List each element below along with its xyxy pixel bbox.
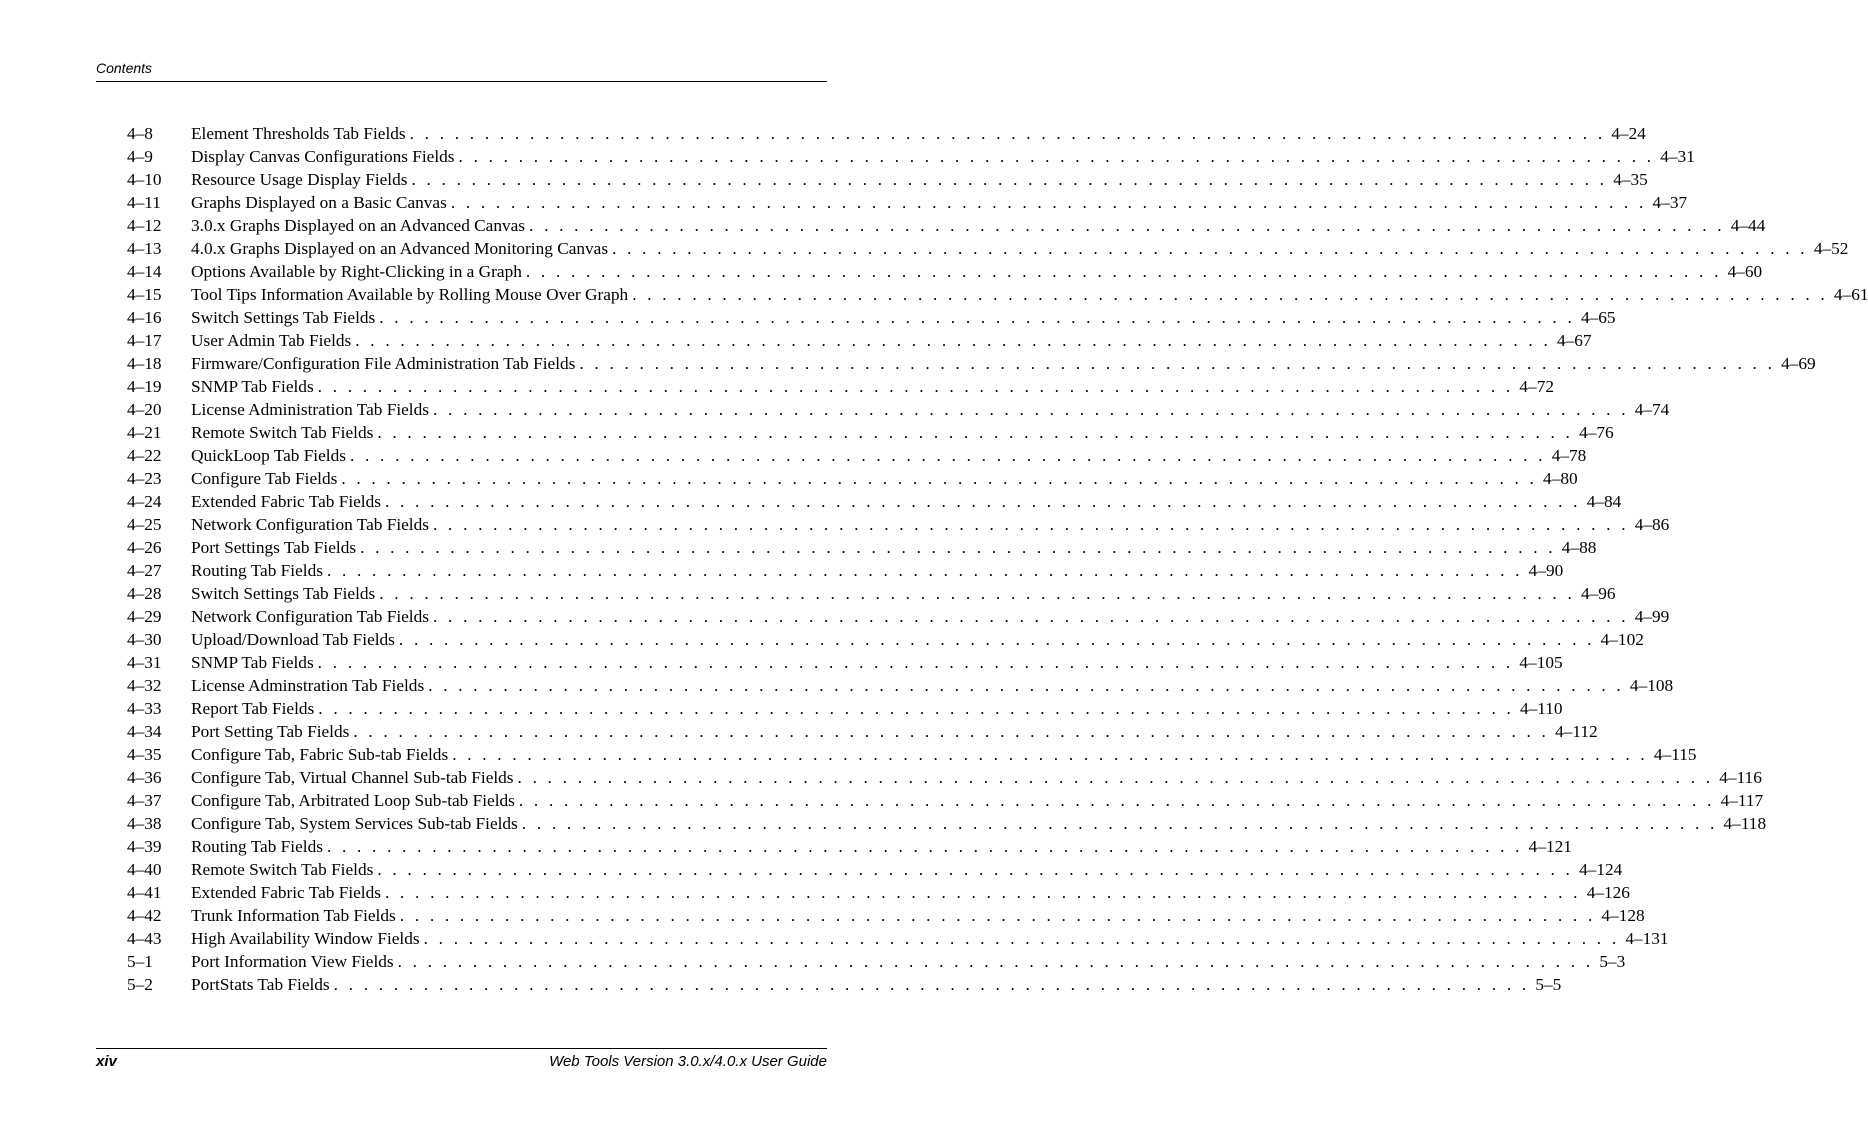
dot-leader: . . . . . . . . . . . . . . . . . . . . . . . . . . . . . . . . . . . . . . . . . . . . . . . . . . . . . . . . . . . . . . . . . . . . . . . . . . . . . . . . — [632, 285, 1828, 304]
toc-entry-title: Routing Tab Fields — [191, 837, 323, 856]
page-header — [96, 60, 827, 82]
dot-leader: . . . . . . . . . . . . . . . . . . . . . . . . . . . . . . . . . . . . . . . . . . . . . . . . . . . . . . . . . . . . . . . . . . . . . . . . . . . . . . . . — [355, 331, 1551, 350]
toc-entry-page: 4–67 — [1556, 331, 1592, 350]
toc-entry-title: Switch Settings Tab Fields — [191, 584, 376, 603]
toc-entry-number: 4–40 — [127, 860, 162, 879]
toc-entry-number: 4–22 — [127, 446, 162, 465]
toc-entry-number: 4–10 — [127, 170, 162, 189]
toc-entry-page: 4–69 — [1781, 354, 1816, 373]
toc-entry-page: 4–128 — [1601, 906, 1645, 925]
toc-entry-title: Tool Tips Information Available by Rolling Mouse Over Graph — [191, 285, 629, 304]
toc-entry[interactable] — [127, 904, 1645, 927]
toc-entry-page: 4–102 — [1600, 630, 1644, 649]
dot-leader: . . . . . . . . . . . . . . . . . . . . . . . . . . . . . . . . . . . . . . . . . . . . . . . . . . . . . . . . . . . . . . . . . . . . . . . . . . . . . . . . — [458, 147, 1655, 166]
toc-entry-number: 4–37 — [127, 791, 162, 810]
toc-entry-number: 4–14 — [127, 262, 162, 281]
dot-leader: . . . . . . . . . . . . . . . . . . . . . . . . . . . . . . . . . . . . . . . . . . . . . . . . . . . . . . . . . . . . . . . . . . . . . . . . . . . . . . . . — [529, 216, 1725, 235]
toc-entry[interactable] — [127, 490, 1622, 513]
toc-entry-title: Remote Switch Tab Fields — [191, 423, 374, 442]
toc-entry-number: 4–18 — [127, 354, 162, 373]
toc-entry-number: 4–42 — [127, 906, 162, 925]
toc-entry-page: 4–99 — [1634, 607, 1670, 626]
toc-entry-page: 4–86 — [1634, 515, 1670, 534]
toc-entry[interactable] — [127, 697, 1563, 720]
dot-leader: . . . . . . . . . . . . . . . . . . . . . . . . . . . . . . . . . . . . . . . . . . . . . . . . . . . . . . . . . . . . . . . . . . . . . . . . . . . . . . . . — [349, 446, 1546, 465]
dot-leader: . . . . . . . . . . . . . . . . . . . . . . . . . . . . . . . . . . . . . . . . . . . . . . . . . . . . . . . . . . . . . . . . . . . . . . . . . . . . . . . . — [525, 262, 1722, 281]
toc-entry-number: 4–23 — [127, 469, 162, 488]
toc-entry-title: Element Thresholds Tab Fields — [191, 124, 406, 143]
toc-entry[interactable] — [127, 145, 1695, 168]
toc-entry-page: 4–65 — [1581, 308, 1616, 327]
toc-entry[interactable] — [127, 973, 1562, 996]
guide-title: Web Tools Version 3.0.x/4.0.x User Guide — [549, 1053, 827, 1070]
toc-entry[interactable] — [127, 444, 1587, 467]
toc-entry-title: License Administration Tab Fields — [191, 400, 429, 419]
toc-entry-title: Display Canvas Configurations Fields — [191, 147, 455, 166]
toc-entry-page: 4–88 — [1561, 538, 1597, 557]
toc-entry-number: 4–8 — [127, 124, 153, 143]
toc-entry[interactable] — [127, 122, 1646, 145]
toc-entry-page: 4–131 — [1625, 929, 1669, 948]
toc-entry[interactable] — [127, 628, 1644, 651]
dot-leader: . . . . . . . . . . . . . . . . . . . . . . . . . . . . . . . . . . . . . . . . . . . . . . . . . . . . . . . . . . . . . . . . . . . . . . . . . . . . . . . . — [377, 423, 1574, 442]
toc-entry-page: 4–24 — [1611, 124, 1646, 143]
dot-leader: . . . . . . . . . . . . . . . . . . . . . . . . . . . . . . . . . . . . . . . . . . . . . . . . . . . . . . . . . . . . . . . . . . . . . . . . . . . . . . . . — [384, 883, 1581, 902]
dot-leader: . . . . . . . . . . . . . . . . . . . . . . . . . . . . . . . . . . . . . . . . . . . . . . . . . . . . . . . . . . . . . . . . . . . . . . . . . . . . . . . . — [326, 561, 1523, 580]
dot-leader: . . . . . . . . . . . . . . . . . . . . . . . . . . . . . . . . . . . . . . . . . . . . . . . . . . . . . . . . . . . . . . . . . . . . . . . . . . . . . . . . — [399, 906, 1596, 925]
toc-entry-title: 4.0.x Graphs Displayed on an Advanced Monitoring Canvas — [191, 239, 609, 258]
toc-entry[interactable] — [127, 927, 1669, 950]
toc-entry-number: 4–28 — [127, 584, 162, 603]
toc-entry-page: 4–60 — [1727, 262, 1763, 281]
toc-entry-title: Configure Tab Fields — [191, 469, 338, 488]
toc-entry-page: 4–80 — [1543, 469, 1578, 488]
dot-leader: . . . . . . . . . . . . . . . . . . . . . . . . . . . . . . . . . . . . . . . . . . . . . . . . . . . . . . . . . . . . . . . . . . . . . . . . . . . . . . . . — [318, 699, 1515, 718]
toc-entry-page: 4–72 — [1519, 377, 1554, 396]
toc-entry-number: 4–21 — [127, 423, 162, 442]
toc-entry[interactable] — [127, 329, 1592, 352]
toc-entry[interactable] — [127, 352, 1816, 375]
toc-entry-page: 4–90 — [1528, 561, 1564, 580]
toc-entry-title: Extended Fabric Tab Fields — [191, 492, 381, 511]
toc-entry-number: 4–25 — [127, 515, 162, 534]
toc-entry-title: SNMP Tab Fields — [191, 653, 314, 672]
page-number: xiv — [96, 1053, 117, 1070]
toc-entry-number: 4–27 — [127, 561, 162, 580]
dot-leader: . . . . . . . . . . . . . . . . . . . . . . . . . . . . . . . . . . . . . . . . . . . . . . . . . . . . . . . . . . . . . . . . . . . . . . . . . . . . . . . . — [411, 170, 1608, 189]
toc-entry[interactable] — [127, 260, 1763, 283]
toc-entry[interactable] — [127, 559, 1564, 582]
toc-entry-title: Firmware/Configuration File Administration Tab Fields — [191, 354, 576, 373]
toc-entry[interactable] — [127, 651, 1563, 674]
toc-entry[interactable] — [127, 743, 1697, 766]
toc-entry-number: 4–32 — [127, 676, 162, 695]
toc-entry-number: 4–26 — [127, 538, 162, 557]
dot-leader: . . . . . . . . . . . . . . . . . . . . . . . . . . . . . . . . . . . . . . . . . . . . . . . . . . . . . . . . . . . . . . . . . . . . . . . . . . . . . . . . — [450, 193, 1647, 212]
dot-leader: . . . . . . . . . . . . . . . . . . . . . . . . . . . . . . . . . . . . . . . . . . . . . . . . . . . . . . . . . . . . . . . . . . . . . . . . . . . . . . . . — [432, 607, 1629, 626]
toc-entry-title: Routing Tab Fields — [191, 561, 323, 580]
toc-entry-number: 4–20 — [127, 400, 162, 419]
toc-entry[interactable] — [127, 283, 1868, 306]
toc-entry-title: Resource Usage Display Fields — [191, 170, 408, 189]
toc-entry-page: 4–96 — [1581, 584, 1616, 603]
toc-entry[interactable] — [127, 536, 1597, 559]
toc-entry-page: 4–110 — [1520, 699, 1563, 718]
toc-entry-page: 4–76 — [1579, 423, 1614, 442]
toc-entry-page: 4–112 — [1555, 722, 1598, 741]
toc-entry-number: 4–30 — [127, 630, 162, 649]
toc-entry-number: 4–35 — [127, 745, 162, 764]
dot-leader: . . . . . . . . . . . . . . . . . . . . . . . . . . . . . . . . . . . . . . . . . . . . . . . . . . . . . . . . . . . . . . . . . . . . . . . . . . . . . . . . — [333, 975, 1530, 994]
dot-leader: . . . . . . . . . . . . . . . . . . . . . . . . . . . . . . . . . . . . . . . . . . . . . . . . . . . . . . . . . . . . . . . . . . . . . . . . . . . . . . . . — [341, 469, 1538, 488]
dot-leader: . . . . . . . . . . . . . . . . . . . . . . . . . . . . . . . . . . . . . . . . . . . . . . . . . . . . . . . . . . . . . . . . . . . . . . . . . . . . . . . . — [423, 929, 1620, 948]
toc-entry-number: 4–41 — [127, 883, 162, 902]
toc-entry-page: 4–74 — [1634, 400, 1670, 419]
toc-entry-title: Configure Tab, Virtual Channel Sub-tab Fields — [191, 768, 514, 787]
toc-entry-number: 4–36 — [127, 768, 162, 787]
dot-leader: . . . . . . . . . . . . . . . . . . . . . . . . . . . . . . . . . . . . . . . . . . . . . . . . . . . . . . . . . . . . . . . . . . . . . . . . . . . . . . . . — [398, 630, 1595, 649]
section-title: Contents — [96, 60, 153, 76]
toc-entry-title: Port Setting Tab Fields — [191, 722, 350, 741]
toc-entry[interactable] — [127, 605, 1670, 628]
toc-entry-page: 4–84 — [1586, 492, 1622, 511]
toc-entry[interactable] — [127, 766, 1762, 789]
dot-leader: . . . . . . . . . . . . . . . . . . . . . . . . . . . . . . . . . . . . . . . . . . . . . . . . . . . . . . . . . . . . . . . . . . . . . . . . . . . . . . . . — [317, 653, 1514, 672]
toc-entry-page: 4–52 — [1813, 239, 1849, 258]
page-footer — [96, 1048, 827, 1073]
toc-entry-title: License Adminstration Tab Fields — [191, 676, 425, 695]
toc-entry-title: Graphs Displayed on a Basic Canvas — [191, 193, 447, 212]
toc-entry[interactable] — [127, 237, 1849, 260]
dot-leader: . . . . . . . . . . . . . . . . . . . . . . . . . . . . . . . . . . . . . . . . . . . . . . . . . . . . . . . . . . . . . . . . . . . . . . . . . . . . . . . . — [360, 538, 1556, 557]
dot-leader: . . . . . . . . . . . . . . . . . . . . . . . . . . . . . . . . . . . . . . . . . . . . . . . . . . . . . . . . . . . . . . . . . . . . . . . . . . . . . . . . — [377, 860, 1574, 879]
toc-entry-page: 4–124 — [1579, 860, 1623, 879]
toc-entry-page: 4–126 — [1586, 883, 1630, 902]
toc-entry-number: 5–2 — [127, 975, 153, 994]
toc-entry-title: User Admin Tab Fields — [191, 331, 352, 350]
toc-entry-number: 4–9 — [127, 147, 153, 166]
toc-entry[interactable] — [127, 835, 1572, 858]
dot-leader: . . . . . . . . . . . . . . . . . . . . . . . . . . . . . . . . . . . . . . . . . . . . . . . . . . . . . . . . . . . . . . . . . . . . . . . . . . . . . . . . — [379, 308, 1575, 327]
toc-entry[interactable] — [127, 881, 1630, 904]
toc-entry-page: 4–61 — [1833, 285, 1868, 304]
toc-entry-title: Network Configuration Tab Fields — [191, 515, 429, 534]
toc-entry[interactable] — [127, 674, 1674, 697]
dot-leader: . . . . . . . . . . . . . . . . . . . . . . . . . . . . . . . . . . . . . . . . . . . . . . . . . . . . . . . . . . . . . . . . . . . . . . . . . . . . . . . . — [428, 676, 1624, 695]
toc-entry-page: 4–108 — [1629, 676, 1674, 695]
toc-entry-number: 4–38 — [127, 814, 162, 833]
toc-entry[interactable] — [127, 812, 1767, 835]
toc-entry[interactable] — [127, 214, 1766, 237]
toc-entry-page: 4–31 — [1660, 147, 1695, 166]
toc-entry-title: Trunk Information Tab Fields — [191, 906, 396, 925]
toc-entry-title: PortStats Tab Fields — [191, 975, 330, 994]
table-of-contents — [127, 122, 1868, 996]
toc-entry-number: 4–11 — [127, 193, 161, 212]
toc-entry-title: 3.0.x Graphs Displayed on an Advanced Canvas — [191, 216, 526, 235]
toc-entry-number: 4–39 — [127, 837, 162, 856]
toc-entry[interactable] — [127, 513, 1670, 536]
toc-entry-number: 4–24 — [127, 492, 162, 511]
toc-entry-page: 4–118 — [1723, 814, 1767, 833]
dot-leader: . . . . . . . . . . . . . . . . . . . . . . . . . . . . . . . . . . . . . . . . . . . . . . . . . . . . . . . . . . . . . . . . . . . . . . . . . . . . . . . . — [384, 492, 1581, 511]
toc-entry-number: 4–13 — [127, 239, 162, 258]
toc-entry-page: 4–117 — [1720, 791, 1764, 810]
toc-entry[interactable] — [127, 168, 1648, 191]
toc-entry-number: 4–17 — [127, 331, 162, 350]
toc-entry[interactable] — [127, 467, 1578, 490]
toc-entry-page: 5–5 — [1535, 975, 1562, 994]
toc-entry-page: 5–3 — [1599, 952, 1626, 971]
dot-leader: . . . . . . . . . . . . . . . . . . . . . . . . . . . . . . . . . . . . . . . . . . . . . . . . . . . . . . . . . . . . . . . . . . . . . . . . . . . . . . . . — [579, 354, 1776, 373]
dot-leader: . . . . . . . . . . . . . . . . . . . . . . . . . . . . . . . . . . . . . . . . . . . . . . . . . . . . . . . . . . . . . . . . . . . . . . . . . . . . . . . . — [612, 239, 1808, 258]
dot-leader: . . . . . . . . . . . . . . . . . . . . . . . . . . . . . . . . . . . . . . . . . . . . . . . . . . . . . . . . . . . . . . . . . . . . . . . . . . . . . . . . — [452, 745, 1648, 764]
toc-entry[interactable] — [127, 582, 1616, 605]
toc-entry-title: Report Tab Fields — [191, 699, 315, 718]
toc-entry-page: 4–116 — [1719, 768, 1762, 787]
toc-entry-title: Port Information View Fields — [191, 952, 394, 971]
toc-entry-title: SNMP Tab Fields — [191, 377, 314, 396]
toc-entry-title: Port Settings Tab Fields — [191, 538, 357, 557]
toc-entry[interactable] — [127, 191, 1688, 214]
dot-leader: . . . . . . . . . . . . . . . . . . . . . . . . . . . . . . . . . . . . . . . . . . . . . . . . . . . . . . . . . . . . . . . . . . . . . . . . . . . . . . . . — [353, 722, 1550, 741]
toc-entry-title: Extended Fabric Tab Fields — [191, 883, 381, 902]
toc-entry[interactable] — [127, 375, 1554, 398]
toc-entry[interactable] — [127, 720, 1598, 743]
toc-entry[interactable] — [127, 858, 1623, 881]
toc-entry-title: Remote Switch Tab Fields — [191, 860, 374, 879]
toc-entry-number: 4–12 — [127, 216, 162, 235]
toc-entry-number: 5–1 — [127, 952, 153, 971]
dot-leader: . . . . . . . . . . . . . . . . . . . . . . . . . . . . . . . . . . . . . . . . . . . . . . . . . . . . . . . . . . . . . . . . . . . . . . . . . . . . . . . . — [517, 768, 1714, 787]
toc-entry-title: High Availability Window Fields — [191, 929, 420, 948]
dot-leader: . . . . . . . . . . . . . . . . . . . . . . . . . . . . . . . . . . . . . . . . . . . . . . . . . . . . . . . . . . . . . . . . . . . . . . . . . . . . . . . . — [521, 814, 1718, 833]
toc-entry-number: 4–34 — [127, 722, 162, 741]
toc-entry-page: 4–35 — [1613, 170, 1648, 189]
dot-leader: . . . . . . . . . . . . . . . . . . . . . . . . . . . . . . . . . . . . . . . . . . . . . . . . . . . . . . . . . . . . . . . . . . . . . . . . . . . . . . . . — [397, 952, 1594, 971]
toc-entry-title: QuickLoop Tab Fields — [191, 446, 346, 465]
toc-entry-title: Options Available by Right-Clicking in a Graph — [191, 262, 522, 281]
toc-entry[interactable] — [127, 421, 1614, 444]
dot-leader: . . . . . . . . . . . . . . . . . . . . . . . . . . . . . . . . . . . . . . . . . . . . . . . . . . . . . . . . . . . . . . . . . . . . . . . . . . . . . . . . — [432, 400, 1629, 419]
toc-entry-title: Network Configuration Tab Fields — [191, 607, 429, 626]
toc-entry-number: 4–19 — [127, 377, 162, 396]
toc-entry[interactable] — [127, 789, 1764, 812]
dot-leader: . . . . . . . . . . . . . . . . . . . . . . . . . . . . . . . . . . . . . . . . . . . . . . . . . . . . . . . . . . . . . . . . . . . . . . . . . . . . . . . . — [409, 124, 1606, 143]
dot-leader: . . . . . . . . . . . . . . . . . . . . . . . . . . . . . . . . . . . . . . . . . . . . . . . . . . . . . . . . . . . . . . . . . . . . . . . . . . . . . . . . — [317, 377, 1514, 396]
toc-entry-number: 4–16 — [127, 308, 162, 327]
dot-leader: . . . . . . . . . . . . . . . . . . . . . . . . . . . . . . . . . . . . . . . . . . . . . . . . . . . . . . . . . . . . . . . . . . . . . . . . . . . . . . . . — [518, 791, 1715, 810]
toc-entry-title: Switch Settings Tab Fields — [191, 308, 376, 327]
toc-entry-page: 4–115 — [1653, 745, 1697, 764]
toc-entry-page: 4–105 — [1519, 653, 1563, 672]
toc-entry-title: Configure Tab, Arbitrated Loop Sub-tab Fields — [191, 791, 515, 810]
dot-leader: . . . . . . . . . . . . . . . . . . . . . . . . . . . . . . . . . . . . . . . . . . . . . . . . . . . . . . . . . . . . . . . . . . . . . . . . . . . . . . . . — [432, 515, 1629, 534]
toc-entry[interactable] — [127, 306, 1616, 329]
toc-entry-page: 4–121 — [1528, 837, 1572, 856]
toc-entry-title: Configure Tab, System Services Sub-tab Fields — [191, 814, 518, 833]
toc-entry[interactable] — [127, 398, 1670, 421]
toc-entry-number: 4–15 — [127, 285, 162, 304]
dot-leader: . . . . . . . . . . . . . . . . . . . . . . . . . . . . . . . . . . . . . . . . . . . . . . . . . . . . . . . . . . . . . . . . . . . . . . . . . . . . . . . . — [379, 584, 1575, 603]
dot-leader: . . . . . . . . . . . . . . . . . . . . . . . . . . . . . . . . . . . . . . . . . . . . . . . . . . . . . . . . . . . . . . . . . . . . . . . . . . . . . . . . — [326, 837, 1523, 856]
toc-entry-page: 4–44 — [1730, 216, 1766, 235]
toc-entry-number: 4–29 — [127, 607, 162, 626]
toc-entry[interactable] — [127, 950, 1626, 973]
toc-entry-page: 4–37 — [1652, 193, 1688, 212]
toc-entry-title: Upload/Download Tab Fields — [191, 630, 395, 649]
toc-entry-number: 4–43 — [127, 929, 162, 948]
toc-entry-page: 4–78 — [1551, 446, 1587, 465]
toc-entry-number: 4–31 — [127, 653, 162, 672]
toc-entry-number: 4–33 — [127, 699, 162, 718]
toc-entry-title: Configure Tab, Fabric Sub-tab Fields — [191, 745, 449, 764]
